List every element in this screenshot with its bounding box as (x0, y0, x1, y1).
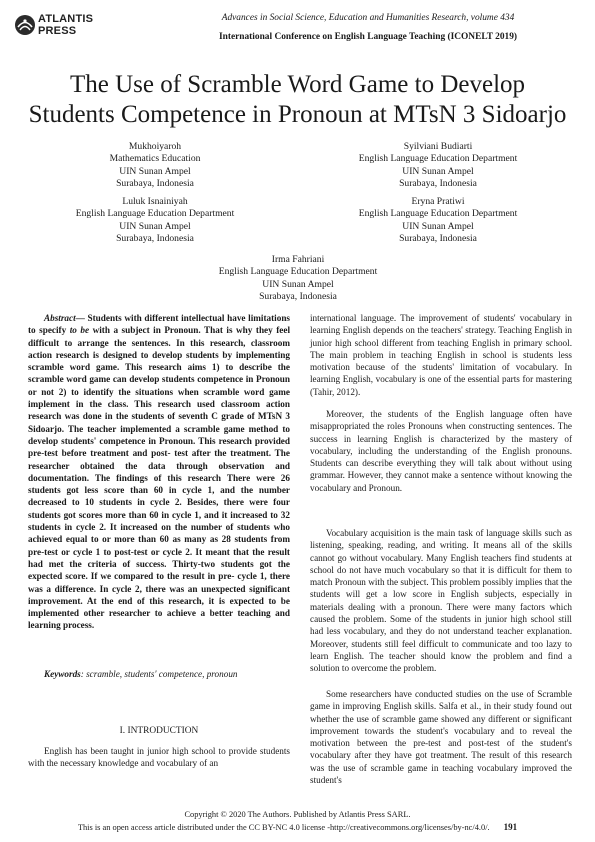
abstract-text: Students with different intellectual have limitations to specify (28, 313, 291, 336)
author-dept: English Language Education Department (358, 153, 518, 165)
intro-paragraph: English has been taught in junior high school to provide students with the necessary knowledge and vocabulary of an (28, 746, 290, 769)
footer-copyright: Copyright © 2020 The Authors. Published by Atlantis Press SARL. (184, 810, 411, 819)
author-univ: UIN Sunan Ampel (119, 220, 191, 232)
running-header-series: Advances in Social Science, Education and Humanities Research, volume 434 (221, 13, 515, 23)
atlantis-globe-icon (14, 14, 36, 36)
author-name: Luluk Isnainiyah (122, 196, 188, 207)
author-dept: Mathematics Education (109, 153, 201, 165)
author-block-5 (188, 254, 408, 303)
footer-license: This is an open access article distributed under the CC BY-NC 4.0 license -http://creativecommons.org/licenses/by-nc/4.0/. 191 (77, 822, 518, 832)
author-dept: English Language Education Department (75, 208, 235, 220)
running-header-conference: International Conference on English Language Teaching (ICONELT 2019) (218, 32, 518, 42)
body-paragraph-2: Moreover, the students of the English language often have misappropriated the roles Pronouns when constructing sentences. The success in learning English is characterized by the mastery of vocabulary, including the understanding of the English pronouns. Students can describe everything they will talk about without using grammar. However, they cannot make a sentence without knowing the vocabulary and Pronoun. (310, 409, 572, 493)
author-name: Eryna Pratiwi (411, 196, 465, 207)
author-dept: English Language Education Department (218, 266, 378, 278)
abstract: Abstract— Students with different intellectual have limitations to specify to be with a subject in Pronoun. That is why they feel difficult to arrange the sentences. In this research, classroom action research is designed to develop students by implementing scramble word game. This research aims 1) to describe the scramble word game can develop students competence in Pronoun or not 2) to identify the situations when scramble word game implement in the class. This research used classroom action research was done in the students of seventh C grade of MTsN 3 Sidoarjo. The teacher implemented a scramble game method to develop students' competence in Pronoun. This research provided pre-test before treatment and post- test after the treatment. The researcher obtained the data through observation and documentation. The findings of this research There were 26 students got less score than 60 in cycle 1, and the number decreased to 10 students in cycle 2. Besides, there were four students got scores more than 60 in cycle 1, and it increased to 32 students in cycle 2. It increased on the number of students who achieved equal to or more than 60 as many as 28 students from pre-test or cycle 1 to post-test or cycle 2. It meant that the result had met the criteria of success. Thirty-two students got the expected score. If we compared to the result in pre- cycle 1, there was a difference. In cycle 2, there was an unexpected significant improvement. At the end of this research, it is expected to be implemented other researcher to achieve a better teaching and learning process. (28, 313, 291, 631)
author-city: Surabaya, Indonesia (116, 177, 194, 189)
author-block-3 (45, 196, 265, 245)
author-city: Surabaya, Indonesia (399, 177, 477, 189)
author-name: Syilviani Budiarti (403, 141, 473, 152)
author-city: Surabaya, Indonesia (116, 232, 194, 244)
author-univ: UIN Sunan Ampel (402, 220, 474, 232)
author-dept: English Language Education Department (358, 208, 518, 220)
body-paragraph-1: international language. The improvement of students' vocabulary in learning English depends on the teachers' strategy. Teaching English in junior high school different from teaching English in primary school. The main problem in teaching English in school is students less motivation because of the students' limitation of vocabulary. In learning English, vocabulary is one of the essential parts for mastering (Tahir, 2012). (310, 313, 572, 397)
keywords-text: : scramble, students' competence, pronoun (80, 669, 238, 679)
author-city: Surabaya, Indonesia (399, 232, 477, 244)
keywords-label: Keywords (44, 669, 81, 679)
author-univ: UIN Sunan Ampel (402, 165, 474, 177)
author-name: Irma Fahriani (271, 254, 325, 265)
author-block-4 (328, 196, 548, 245)
publisher-logo (14, 11, 134, 41)
author-block-1 (45, 141, 265, 190)
paper-title: The Use of Scramble Word Game to Develop Students Competence in Pronoun at MTsN 3 Sidoarjo (28, 71, 567, 128)
body-paragraph-4: Some researchers have conducted studies on the use of Scramble game in improving English skills. Salfa et al., in their study found out whether the use of scramble game showed any different or significant improvement towards the student's vocabulary and to reveal the motivation between the pre-test and post-test of the student's vocabulary after they have got treatment. The result of this research was the use of scramble game in teaching vocabulary improved the student's (310, 689, 572, 786)
abstract-label: Abstract (44, 313, 76, 323)
body-paragraph-3: Vocabulary acquisition is the main task of language skills such as listening, speaking, reading, and writing. It means all of the skills cannot go without vocabulary. Many English teachers find students at school do not have much vocabulary so that it is difficult for them to match Pronoun with the subject. This problem possibly implies that the students will get a low score in English subjects, especially in materials dealing with a pronoun. There were many factors which caused the problem. Some of the students in junior high school still had less vocabulary, and they do not understand teacher explanation. Moreover, students still feel difficult to communicate and too lazy to learn English. The teacher should know the problem and find a solution to overcome the problem. (310, 528, 572, 674)
author-univ: UIN Sunan Ampel (119, 165, 191, 177)
author-city: Surabaya, Indonesia (259, 290, 337, 302)
publisher-wordmark: ATLANTIS PRESS (38, 13, 94, 37)
author-block-2 (328, 141, 548, 190)
keywords (28, 668, 290, 680)
author-name: Mukhoiyaroh (128, 141, 182, 152)
author-univ: UIN Sunan Ampel (262, 278, 334, 290)
page-number: 191 (503, 822, 518, 832)
section-heading: I. INTRODUCTION (119, 726, 199, 736)
